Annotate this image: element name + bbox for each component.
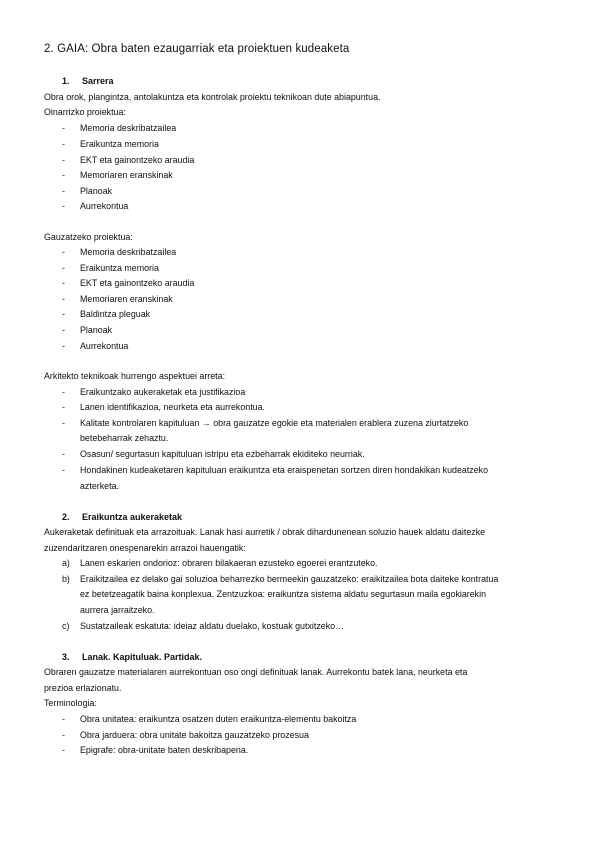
section-heading-3: 3. Lanak. Kapituluak. Partidak. bbox=[62, 652, 203, 662]
paragraph: zuzendaritzaren onespenarekin arrazoi hauengatik: bbox=[44, 543, 246, 553]
document-page: 2. GAIA: Obra baten ezaugarriak eta proiektuen kudeaketa 1. Sarrera Obra orok, plangintza, antolakuntza eta kontrolak proiektu teknikoan dute abiapuntua. Oinarrizko proiektua: - Memoria deskribatzailea - Eraikuntza memoria - EKT eta gainontzeko araudia - Memoriaren eranskinak - Planoak - Aurrekontua Gauzatzeko proiektua: - Memoria deskribatzailea - Eraikuntza memoria - EKT eta gainontzeko araudia - Memoriaren eranskinak - Baldintza pleguak - Planoak - Aurrekontua Arkitekto teknikoak hurrengo aspektuei arreta: - Eraikuntzako aukeraketak eta justifikazioa - Lanen identifikazioa, neurketa eta aurrekontua. - Kalitate kontrolaren kapituluan → obra gauzatze egokie eta materialen erablera zuzena ziurtatzeko betebeharrak zehaztu. - Osasun/ segurtasun kapituluan istripu eta ezbeharrak ekiditeko neurriak. - Hondakinen kudeaketaren kapituluan eraikuntza eta eraispenetan sortzen diren hondakikan kudeatzeko azterketa. 2. Eraikuntza aukeraketak Aukeraketak definituak eta arrazoituak. Lanak hasi aurretik / obrak dihardunenean soluzio hauek aldatu daitezke zuzendaritzaren onespenarekin arrazoi hauengatik: a) Lanen eskarien ondorioz: obraren bilakaeran ezusteko egoerei erantzuteko. b) Eraikitzailea ez delako gai soluzioa beharrezko bermeekin gauzatzeko: eraikitzailea bota daiteke kontratua ez betetzeagatik baina konplexua. Zentzuzkoa: eraikuntza sistema aldatu segurtasun maila egokiarekin aurrera jarraitzeko. c) Sustatzaileak eskatuta: ideiaz aldatu duelako, kostuak gutxitzeko… 3. Lanak. Kapituluak. Partidak. Obraren gauzatze materialaren aurrekontuan oso ongi definituak lanak. Aurrekontu batek lana, neurketa eta prezioa erlazionatu. Terminologia: - Obra unitatea: eraikuntza osatzen duten eraikuntza-elementu bakoitza - Obra jarduera: obra unitate bakoitza gauzatzeko prozesua - Epigrafe: obra-unitate baten deskribapena. bbox=[44, 43, 499, 755]
paragraph: Obra orok, plangintza, antolakuntza eta kontrolak proiektu teknikoan dute abiapuntua. bbox=[44, 92, 381, 102]
list-label: Oinarrizko proiektua: bbox=[44, 107, 126, 117]
paragraph: prezioa erlazionatu. bbox=[44, 683, 122, 693]
list-label: Terminologia: bbox=[44, 698, 97, 708]
page-title: 2. GAIA: Obra baten ezaugarriak eta proiektuen kudeaketa bbox=[44, 43, 350, 55]
section-heading-2: 2. Eraikuntza aukeraketak bbox=[62, 512, 183, 522]
paragraph: Aukeraketak definituak eta arrazoituak. Lanak hasi aurretik / obrak dihardunenean soluzio hauek aldatu daitezke bbox=[44, 527, 486, 537]
paragraph: Obraren gauzatze materialaren aurrekontuan oso ongi definituak lanak. Aurrekontu batek lana, neurketa eta bbox=[44, 667, 468, 677]
list-label: Arkitekto teknikoak hurrengo aspektuei arreta: bbox=[44, 371, 226, 381]
section-heading-1: 1. Sarrera bbox=[62, 76, 114, 86]
list-label: Gauzatzeko proiektua: bbox=[44, 232, 133, 242]
